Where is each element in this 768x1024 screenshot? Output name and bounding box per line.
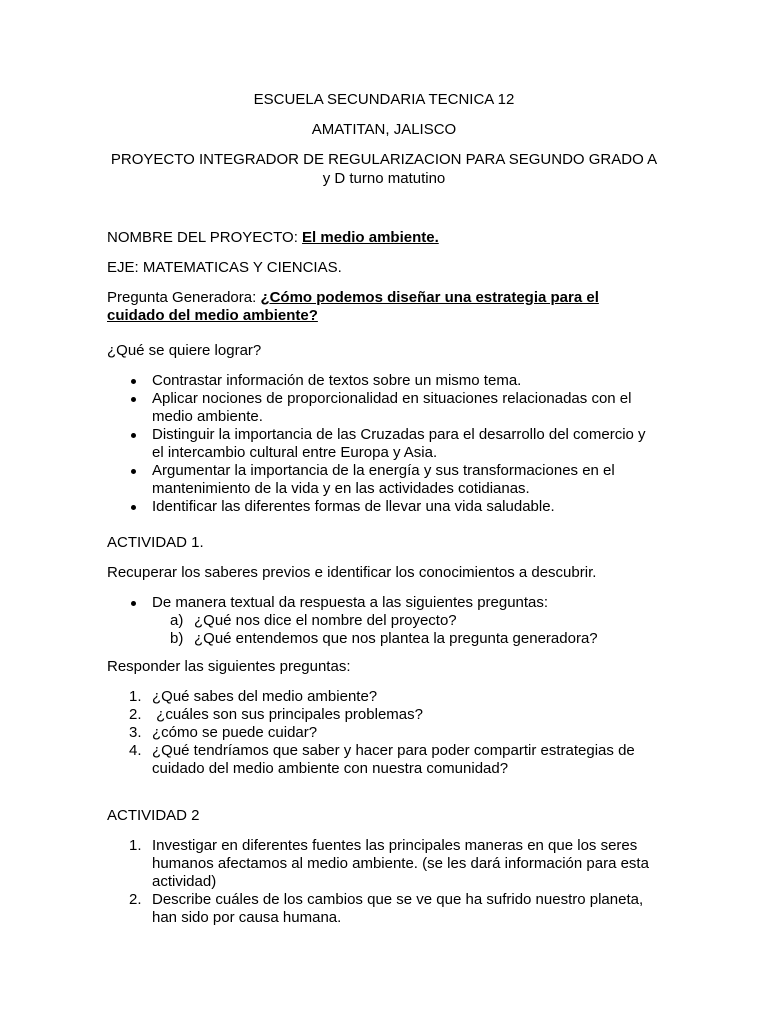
school-location: AMATITAN, JALISCO (311, 121, 457, 138)
question-line2: cuidado del medio ambiente? (107, 307, 318, 324)
project-name-value: El medio ambiente. (302, 229, 439, 246)
activity1-intro: Recuperar los saberes previos e identificar los conocimientos a descubrir. (107, 564, 597, 581)
sub-question: a) ¿Qué nos dice el nombre del proyecto? (170, 612, 457, 629)
bullet-icon (131, 469, 136, 474)
bullet-icon (131, 397, 136, 402)
goal-item: Distinguir la importancia de las Cruzadas para el desarrollo del comercio y el intercambio cultural entre Europa y Asia. (107, 426, 667, 462)
activity2-title: ACTIVIDAD 2 (107, 807, 200, 824)
activity1-bullets (107, 594, 667, 648)
goal-item: Contrastar información de textos sobre un mismo tema. (107, 372, 667, 390)
question-item: 3. ¿cómo se puede cuidar? (129, 724, 318, 741)
school-name: ESCUELA SECUNDARIA TECNICA 12 (253, 91, 515, 108)
project-name (107, 229, 667, 247)
project-title-line2: y D turno matutino (322, 170, 446, 187)
bullet-icon (131, 601, 136, 606)
activity1-respond: Responder las siguientes preguntas: (107, 658, 351, 675)
goal-item: Identificar las diferentes formas de llevar una vida saludable. (107, 498, 667, 516)
project-name-label: NOMBRE DEL PROYECTO: (107, 229, 303, 246)
activity1-title: ACTIVIDAD 1. (107, 534, 204, 551)
goal-item: Aplicar nociones de proporcionalidad en situaciones relacionadas con el medio ambiente. (107, 390, 667, 426)
activity1-bullet-item: De manera textual da respuesta a las siguientes preguntas: a) ¿Qué nos dice el nombre del proyecto? b) ¿Qué entendemos que nos plantea la pregunta generadora? (107, 594, 667, 648)
question-item: 2. ¿cuáles son sus principales problemas? (129, 706, 423, 723)
activity2-item: 1. Investigar en diferentes fuentes las principales maneras en que los seres humanos afectamos al medio ambiente. (se les dará información para esta actividad) (129, 837, 649, 890)
bullet-icon (131, 505, 136, 510)
bullet-icon (131, 433, 136, 438)
activity2-item: 2. Describe cuáles de los cambios que se ve que ha sufrido nuestro planeta, han sido por causa humana. (129, 891, 644, 926)
project-title-line1: PROYECTO INTEGRADOR DE REGULARIZACION PARA SEGUNDO GRADO A (110, 151, 658, 168)
sub-question: b) ¿Qué entendemos que nos plantea la pregunta generadora? (170, 630, 598, 647)
question-line1: ¿Cómo podemos diseñar una estrategia para el (260, 289, 599, 306)
goal-item: Argumentar la importancia de la energía y sus transformaciones en el mantenimiento de la vida y en las actividades cotidianas. (107, 462, 667, 498)
question-label: Pregunta Generadora: (107, 289, 261, 306)
goals-list (107, 372, 667, 516)
activity1-sublist (152, 612, 667, 648)
goals-heading: ¿Qué se quiere lograr? (107, 342, 262, 359)
activity2-list (107, 837, 667, 927)
project-axis: EJE: MATEMATICAS Y CIENCIAS. (107, 259, 342, 276)
bullet-icon (131, 379, 136, 384)
activity1-questions (107, 688, 667, 778)
question-item: 4. ¿Qué tendríamos que saber y hacer para poder compartir estrategias de cuidado del medio ambiente con nuestra comunidad? (129, 742, 635, 777)
question-item: 1. ¿Qué sabes del medio ambiente? (129, 688, 378, 705)
generating-question (107, 289, 667, 325)
